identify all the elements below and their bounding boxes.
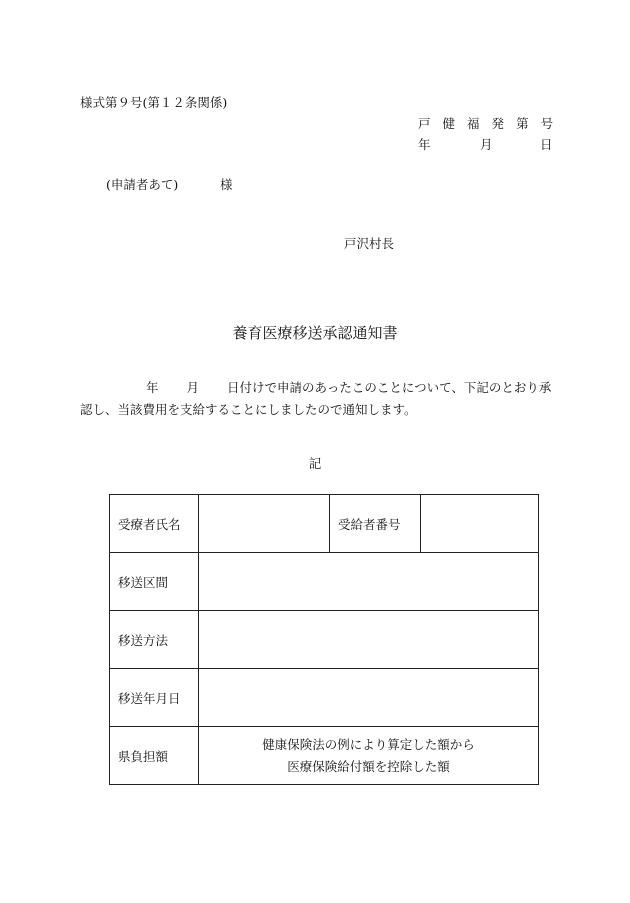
body-paragraph	[80, 377, 560, 421]
doc-number-char: 戸	[418, 116, 431, 131]
table-row	[110, 727, 539, 785]
transport-section-label: 移送区間	[110, 553, 199, 611]
doc-number-char: 福	[467, 116, 480, 131]
doc-number-char: 号	[540, 116, 554, 131]
transport-method-label: 移送方法	[110, 611, 199, 669]
table-row	[110, 495, 539, 553]
doc-number-char: 発	[491, 116, 505, 131]
recipient-number-label: 受給者番号	[330, 495, 421, 553]
date-day: 日	[540, 137, 553, 152]
body-year: 年	[146, 380, 159, 395]
table-row	[110, 611, 539, 669]
transport-date-label: 移送年月日	[110, 669, 199, 727]
document-number	[418, 118, 565, 131]
prefecture-amount-line2: 医療保険給付額を控除した額	[287, 758, 450, 774]
patient-name-label: 受療者氏名	[110, 495, 199, 553]
ki-heading: 記	[308, 456, 322, 471]
date-month: 月	[480, 137, 493, 152]
form-number: 様式第９号(第１２条関係)	[80, 95, 228, 110]
prefecture-amount-value	[199, 727, 539, 785]
doc-number-char: 健	[442, 116, 456, 131]
patient-name-value	[199, 495, 330, 553]
doc-number-char: 第	[516, 116, 529, 131]
recipient-label: (申請者あて)	[106, 177, 179, 192]
body-text: 日付けで申請のあったこのことについて、下記のとおり承認し、当該費用を支給することにしましたので通知します。	[80, 380, 552, 417]
prefecture-amount-label: 県負担額	[110, 727, 199, 785]
page-title: 養育医療移送承認通知書	[232, 324, 398, 342]
transport-method-value	[199, 611, 539, 669]
recipient-number-value	[421, 495, 539, 553]
transport-section-value	[199, 553, 539, 611]
transport-date-value	[199, 669, 539, 727]
prefecture-amount-line1: 健康保険法の例により算定した額から	[262, 736, 475, 752]
date-year: 年	[418, 137, 431, 152]
issuer-name: 戸沢村長	[344, 236, 395, 251]
table-row	[110, 669, 539, 727]
table-row	[110, 553, 539, 611]
recipient-honorific: 様	[220, 177, 233, 192]
details-table	[109, 494, 539, 785]
body-month: 月	[186, 380, 200, 395]
